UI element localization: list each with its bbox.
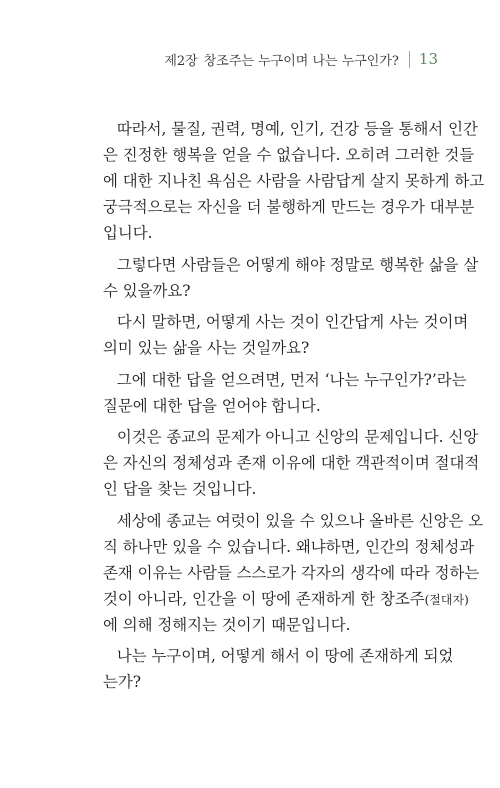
page-number: 13 (418, 50, 438, 68)
header-divider (409, 51, 410, 68)
paragraph (103, 508, 484, 638)
text-line: 수 있을까요? (103, 281, 191, 300)
annotation-text: (절대자) (424, 592, 469, 607)
text-line: 따라서, 물질, 권력, 명예, 인기, 건강 등을 통해서 인간 (116, 120, 478, 138)
text-line: 그렇다면 사람들은 어떻게 해야 정말로 행복한 삶을 살 (116, 255, 479, 274)
running-header (164, 48, 438, 70)
body-text (103, 116, 485, 695)
text-line: 은 자신의 정체성과 존재 이유에 대한 객관적이며 절대적 (103, 454, 480, 472)
chapter-label: 제2장 (164, 53, 198, 69)
text-line: 나는 누구이며, 어떻게 해서 이 땅에 존재하게 되었 (116, 647, 454, 665)
text-line: 입니다. (103, 224, 153, 242)
chapter-title: 창조주는 누구이며 나는 누구인가? (203, 53, 399, 69)
text-line: 는가? (103, 673, 141, 691)
paragraph (103, 309, 469, 361)
text-line: 에 대한 지나친 욕심은 사람을 사람답게 살지 못하게 하고 (103, 172, 485, 190)
text-line: 질문에 대한 답을 얻어야 합니다. (103, 396, 321, 415)
text-line: 다시 말하면, 어떻게 사는 것이 인간답게 사는 것이며 (116, 313, 469, 331)
text-line (103, 586, 469, 612)
paragraph (103, 424, 480, 502)
text-line: 그에 대한 답을 얻으려면, 먼저 ‘나는 누구인가?’라는 (116, 370, 467, 389)
paragraph (103, 643, 454, 695)
text-line: 은 진정한 행복을 얻을 수 없습니다. 오히려 그러한 것들 (103, 146, 475, 164)
text-line: 존재 이유는 사람들 스스로가 각자의 생각에 따라 정하는 (103, 563, 480, 582)
paragraph (103, 367, 467, 419)
text-line: 궁극적으로는 자신을 더 불행하게 만드는 경우가 대부분 (103, 198, 475, 216)
text-line: 에 의해 정해지는 것이기 때문입니다. (103, 615, 351, 634)
text-line: 직 하나만 있을 수 있습니다. 왜냐하면, 인간의 정체성과 (103, 537, 475, 556)
paragraph (103, 252, 479, 304)
paragraph (103, 116, 485, 246)
text-line: 세상에 종교는 여럿이 있을 수 있으나 올바른 신앙은 오 (116, 511, 484, 530)
text-line: 인 답을 찾는 것입니다. (103, 480, 257, 498)
text-line: 의미 있는 삶을 사는 것일까요? (103, 339, 310, 357)
text-line-main: 것이 아니라, 인간을 이 땅에 존재하게 한 창조주 (103, 589, 425, 608)
text-line: 이것은 종교의 문제가 아니고 신앙의 문제입니다. 신앙 (116, 428, 479, 446)
